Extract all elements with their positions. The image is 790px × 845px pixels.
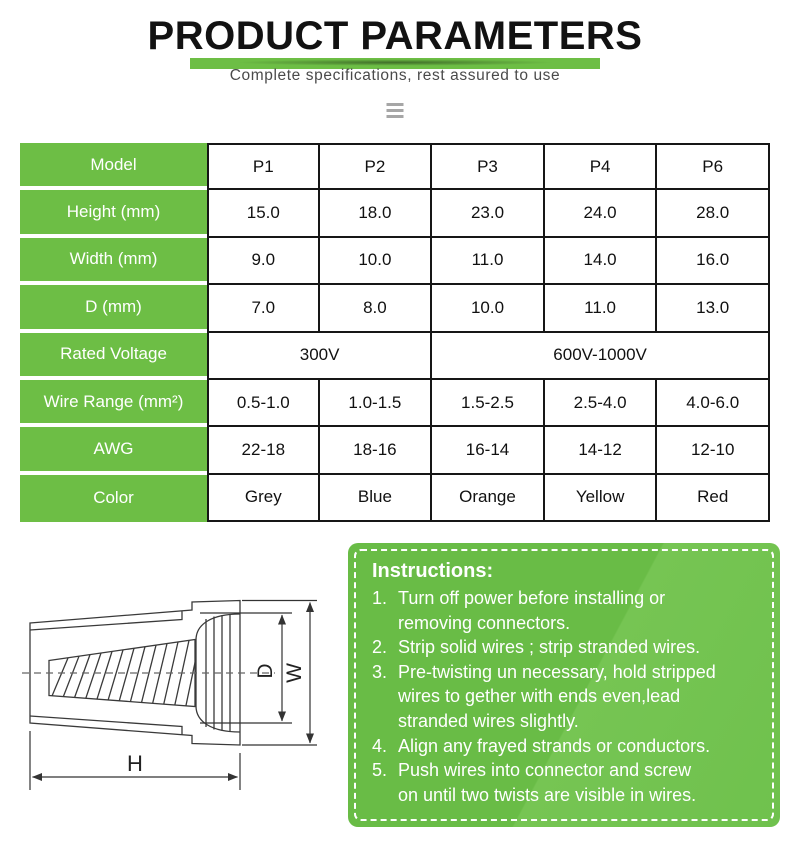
- instruction-item: [372, 586, 764, 635]
- table-cell: 1.0-1.5: [320, 380, 433, 427]
- instruction-number: 4.: [372, 735, 388, 756]
- dimension-lines: [30, 601, 317, 791]
- instruction-number: 5.: [372, 760, 388, 781]
- table-cell: 14-12: [545, 427, 658, 474]
- row-label: Model: [20, 143, 207, 190]
- table-cell: 7.0: [207, 285, 320, 332]
- table-cell: P2: [320, 143, 433, 190]
- instruction-text: Turn off power before installing or: [398, 588, 666, 608]
- table-cell: 14.0: [545, 238, 658, 285]
- instructions-title: Instructions:: [372, 560, 494, 582]
- table-cell: 16-14: [432, 427, 545, 474]
- table-cell: 18-16: [320, 427, 433, 474]
- table-cell: P6: [657, 143, 770, 190]
- instruction-item: [372, 734, 764, 759]
- table-cell: 4.0-6.0: [657, 380, 770, 427]
- instruction-text: Strip solid wires ; strip stranded wires.: [398, 637, 701, 658]
- table-cell: 15.0: [207, 190, 320, 237]
- instructions-box: [348, 543, 780, 827]
- table-cell: 16.0: [657, 238, 770, 285]
- dimension-label-w: W: [283, 663, 306, 683]
- table-cell: Blue: [320, 475, 433, 522]
- instruction-number: 1.: [372, 588, 388, 608]
- instruction-item: [372, 758, 764, 807]
- spec-table: [20, 143, 770, 522]
- instruction-item: [372, 635, 764, 660]
- table-cell: 11.0: [432, 238, 545, 285]
- table-cell: 0.5-1.0: [207, 380, 320, 427]
- table-cell: 11.0: [545, 285, 658, 332]
- table-cell: 9.0: [207, 238, 320, 285]
- table-cell: 12-10: [657, 427, 770, 474]
- row-label: D (mm): [20, 285, 207, 332]
- table-cell: 1.5-2.5: [432, 380, 545, 427]
- table-cell: Grey: [207, 475, 320, 522]
- table-cell: Yellow: [545, 475, 658, 522]
- page-subtitle: Complete specifications, rest assured to use: [229, 67, 561, 84]
- row-label: Color: [20, 475, 207, 522]
- table-cell: 22-18: [207, 427, 320, 474]
- dimension-label-h: H: [127, 751, 143, 776]
- instruction-item: [372, 660, 764, 734]
- instruction-text: wires to gether with ends even,lead: [398, 686, 681, 707]
- row-label: Height (mm): [20, 190, 207, 237]
- table-cell: 18.0: [320, 190, 433, 237]
- wire-connector-diagram: [10, 583, 345, 818]
- row-label: Wire Range (mm²): [20, 380, 207, 427]
- table-cell: 8.0: [320, 285, 433, 332]
- instruction-text: stranded wires slightly.: [398, 710, 579, 731]
- table-cell: 10.0: [432, 285, 545, 332]
- page-header: [0, 14, 790, 58]
- table-cell: 23.0: [432, 190, 545, 237]
- instruction-number: 3.: [372, 661, 388, 682]
- table-cell: P1: [207, 143, 320, 190]
- table-cell: P4: [545, 143, 658, 190]
- row-label: Width (mm): [20, 238, 207, 285]
- instruction-text: Pre-twisting un necessary, hold stripped: [398, 661, 716, 682]
- title-shadow: [175, 58, 615, 67]
- table-cell: 10.0: [320, 238, 433, 285]
- instruction-text: Align any frayed strands or conductors.: [398, 735, 711, 756]
- instructions-list: [372, 586, 764, 807]
- table-cell: 13.0: [657, 285, 770, 332]
- instruction-number: 2.: [372, 637, 388, 658]
- table-cell: 600V-1000V: [432, 333, 770, 380]
- table-cell: Orange: [432, 475, 545, 522]
- instruction-text: removing connectors.: [398, 612, 571, 633]
- table-cell: P3: [432, 143, 545, 190]
- hamburger-menu-icon: [387, 103, 404, 118]
- row-label: AWG: [20, 427, 207, 474]
- row-label: Rated Voltage: [20, 333, 207, 380]
- page-title: PRODUCT PARAMETERS: [147, 14, 643, 58]
- table-cell: 24.0: [545, 190, 658, 237]
- table-cell: 300V: [207, 333, 432, 380]
- dimension-label-d: D: [254, 663, 277, 679]
- instruction-text: on until two twists are visible in wires.: [398, 784, 697, 805]
- instruction-text: Push wires into connector and screw: [398, 760, 692, 781]
- cone-hatching: [52, 639, 200, 715]
- table-cell: 28.0: [657, 190, 770, 237]
- table-cell: Red: [657, 475, 770, 522]
- table-cell: 2.5-4.0: [545, 380, 658, 427]
